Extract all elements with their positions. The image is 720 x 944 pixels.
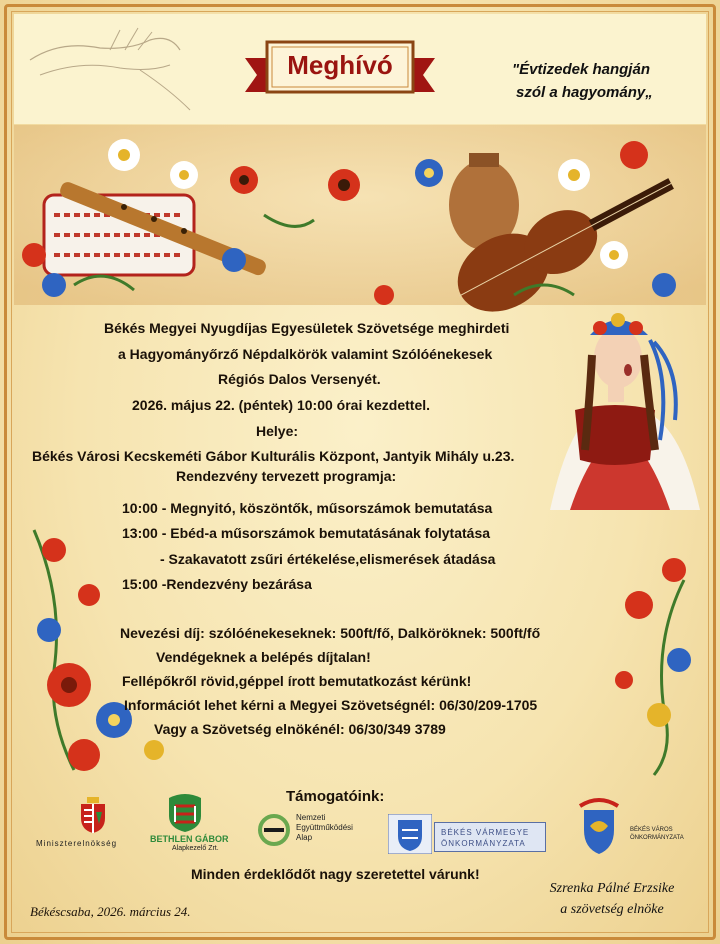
president-contact: Vagy a Szövetség elnökénél: 06/30/349 3789 (154, 721, 446, 737)
hungarian-coat-of-arms-icon (78, 796, 108, 834)
page-title: Meghívó (287, 50, 393, 80)
announcement-line: a Hagyományőrző Népdalkörök valamint Szólóénekesek (118, 346, 493, 362)
bekes-city-caption (630, 826, 684, 842)
announcement-line: Békés Megyei Nyugdíjas Egyesületek Szövetsége meghirdeti (104, 320, 510, 336)
bekes-county-caption-line: ÖNKORMÁNYZATA (441, 839, 526, 848)
motto-line: "Évtizedek hangján (512, 61, 650, 78)
contact-info: Információt lehet kérni a Megyei Szövetségnél: 06/30/209-1705 (124, 697, 538, 713)
venue-address: Békés Városi Kecskeméti Gábor Kulturális Központ, Jantyik Mihály u.23. (32, 448, 515, 464)
hands-sketch-icon (20, 20, 210, 120)
bethlen-logo-subcaption: Alapkezelő Zrt. (172, 845, 219, 852)
place-and-date: Békéscsaba, 2026. március 24. (30, 904, 191, 919)
nea-logo-icon (256, 813, 292, 847)
program-label: Rendezvény tervezett programja: (176, 468, 397, 484)
announcement-line: Régiós Dalos Versenyét. (218, 371, 381, 387)
motto (512, 58, 682, 104)
bekes-city-caption-line: BÉKÉS VÁROS (630, 827, 673, 833)
bethlen-gabor-logo-icon (167, 792, 203, 832)
bekes-city-crest-icon (576, 796, 622, 856)
nea-caption-line: Nemzeti (296, 813, 326, 822)
schedule-item: 10:00 - Megnyitó, köszöntők, műsorszámok bemutatása (122, 500, 493, 516)
welcome-message: Minden érdeklődőt nagy szeretettel várunk! (191, 866, 480, 882)
motto-line: szól a hagyomány„ (516, 84, 653, 101)
venue-label: Helye: (256, 423, 299, 439)
bekes-county-caption (434, 822, 546, 852)
nea-caption-line: Alap (296, 833, 313, 842)
signature-block (522, 878, 702, 920)
bethlen-logo-caption: BETHLEN GÁBOR (150, 834, 229, 844)
folk-instruments-illustration (14, 125, 706, 325)
entry-fee: Nevezési díj: szólóénekeseknek: 500ft/fő, Dalköröknek: 500ft/fő (120, 625, 541, 641)
bekes-county-crest-icon (388, 814, 432, 854)
pm-logo-caption: Miniszterelnökség (36, 839, 118, 848)
supporters-heading: Támogatóink: (286, 788, 385, 805)
signature-title: a szövetség elnöke (560, 902, 664, 917)
schedule-item: - Szakavatott zsűri értékelése,elismerések átadása (160, 551, 496, 567)
guest-note: Vendégeknek a belépés díjtalan! (156, 649, 371, 665)
signature-name: Szrenka Pálné Erzsike (549, 881, 675, 896)
bekes-city-caption-line: ÖNKORMÁNYZATA (630, 835, 684, 841)
nea-caption-line: Együttműködési (296, 823, 353, 832)
event-date: 2026. május 22. (péntek) 10:00 órai kezdettel. (132, 397, 431, 413)
performer-note: Fellépőkről rövid,géppel írott bemutatkozást kérünk! (122, 673, 472, 689)
nea-logo-caption (296, 813, 353, 843)
schedule-item: 15:00 -Rendezvény bezárása (122, 576, 312, 592)
singing-girl-illustration (530, 300, 705, 510)
schedule-item: 13:00 - Ebéd-a műsorszámok bemutatásának folytatása (122, 525, 491, 541)
bekes-county-caption-line: BÉKÉS VÁRMEGYE (441, 828, 530, 837)
